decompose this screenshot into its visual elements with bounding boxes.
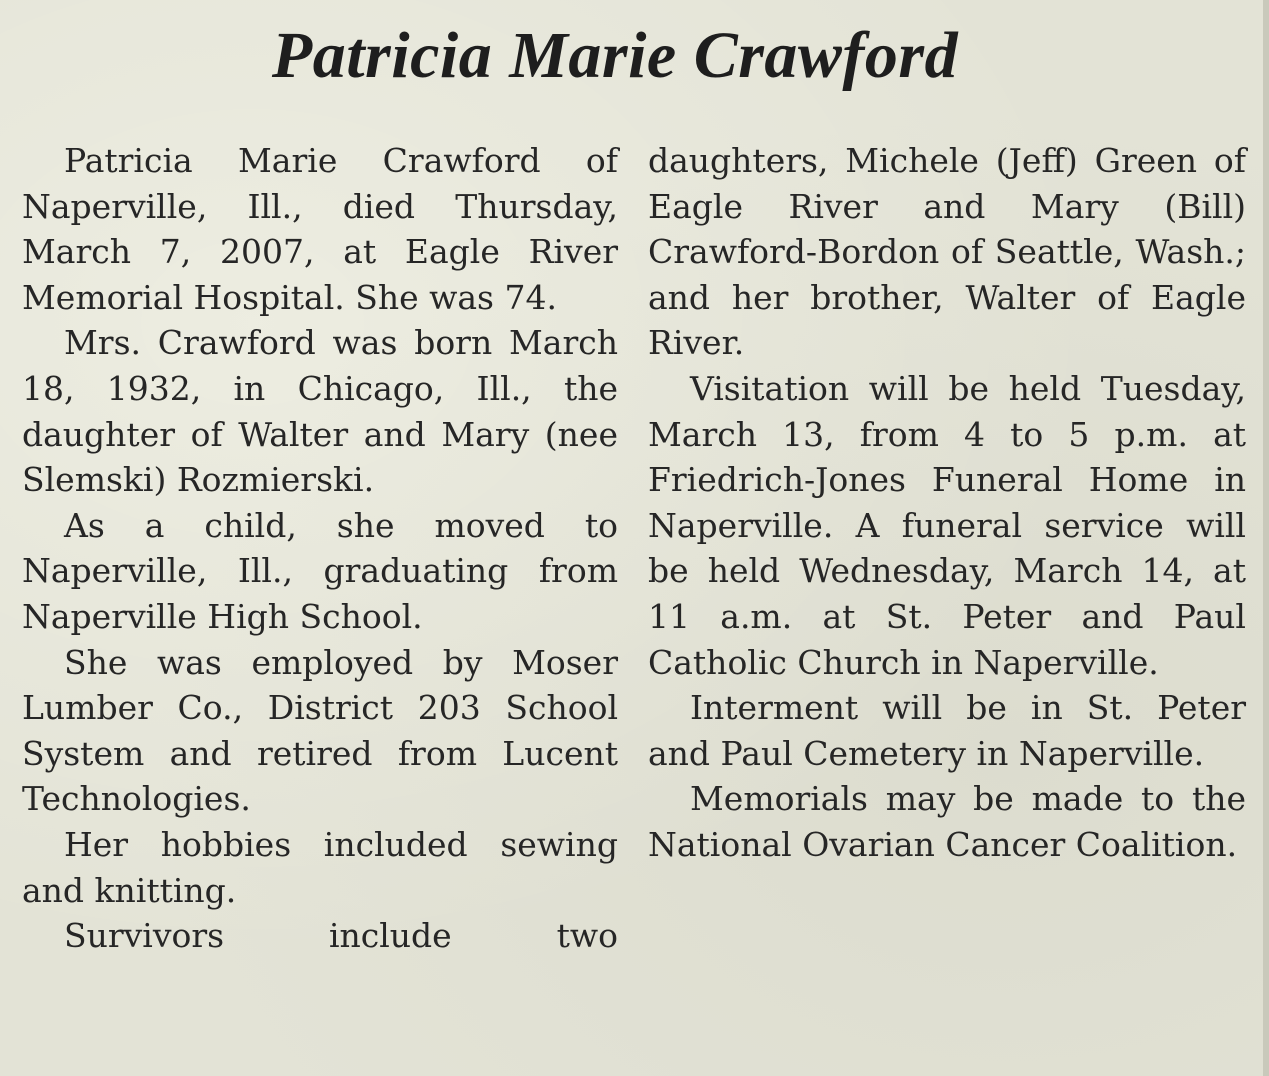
paragraph-interment: Interment will be in St. Peter and Paul Cemetery in Naperville. [648,688,1246,773]
right-column [648,138,1246,868]
paragraph-death-notice: Patricia Marie Crawford of Naperville, Ill., died Thursday, March 7, 2007, at Eagle River Memorial Hospital. She was 74. [22,141,618,317]
paragraph-memorials: Memorials may be made to the National Ovarian Cancer Coalition. [648,779,1246,864]
paragraph-survivors-continued: daughters, Michele (Jeff) Green of Eagle River and Mary (Bill) Crawford-Bordon of Seattle, Wash.; and her brother, Walter of Eagle River. [648,141,1246,363]
paragraph-childhood: As a child, she moved to Naperville, Ill., graduating from Naperville High School. [22,505,618,636]
paragraph-employment: She was employed by Moser Lumber Co., District 203 School System and retired from Lucent Technologies. [22,642,618,819]
paragraph-hobbies: Her hobbies included sewing and knitting. [22,824,618,910]
left-column [22,138,618,959]
obituary-headline: Patricia Marie Crawford [271,19,959,92]
paragraph-survivors-start: Survivors include two [64,916,618,956]
paragraph-services: Visitation will be held Tuesday, March 13, from 4 to 5 p.m. at Friedrich-Jones Funeral Home in Naperville. A funeral service will be held Wednesday, March 14, at 11 a.m. at St. Peter and Paul Catholic Church in Naperville. [648,368,1246,682]
paragraph-birth: Mrs. Crawford was born March 18, 1932, in Chicago, Ill., the daughter of Walter and Mary (nee Slemski) Rozmierski. [22,323,618,500]
